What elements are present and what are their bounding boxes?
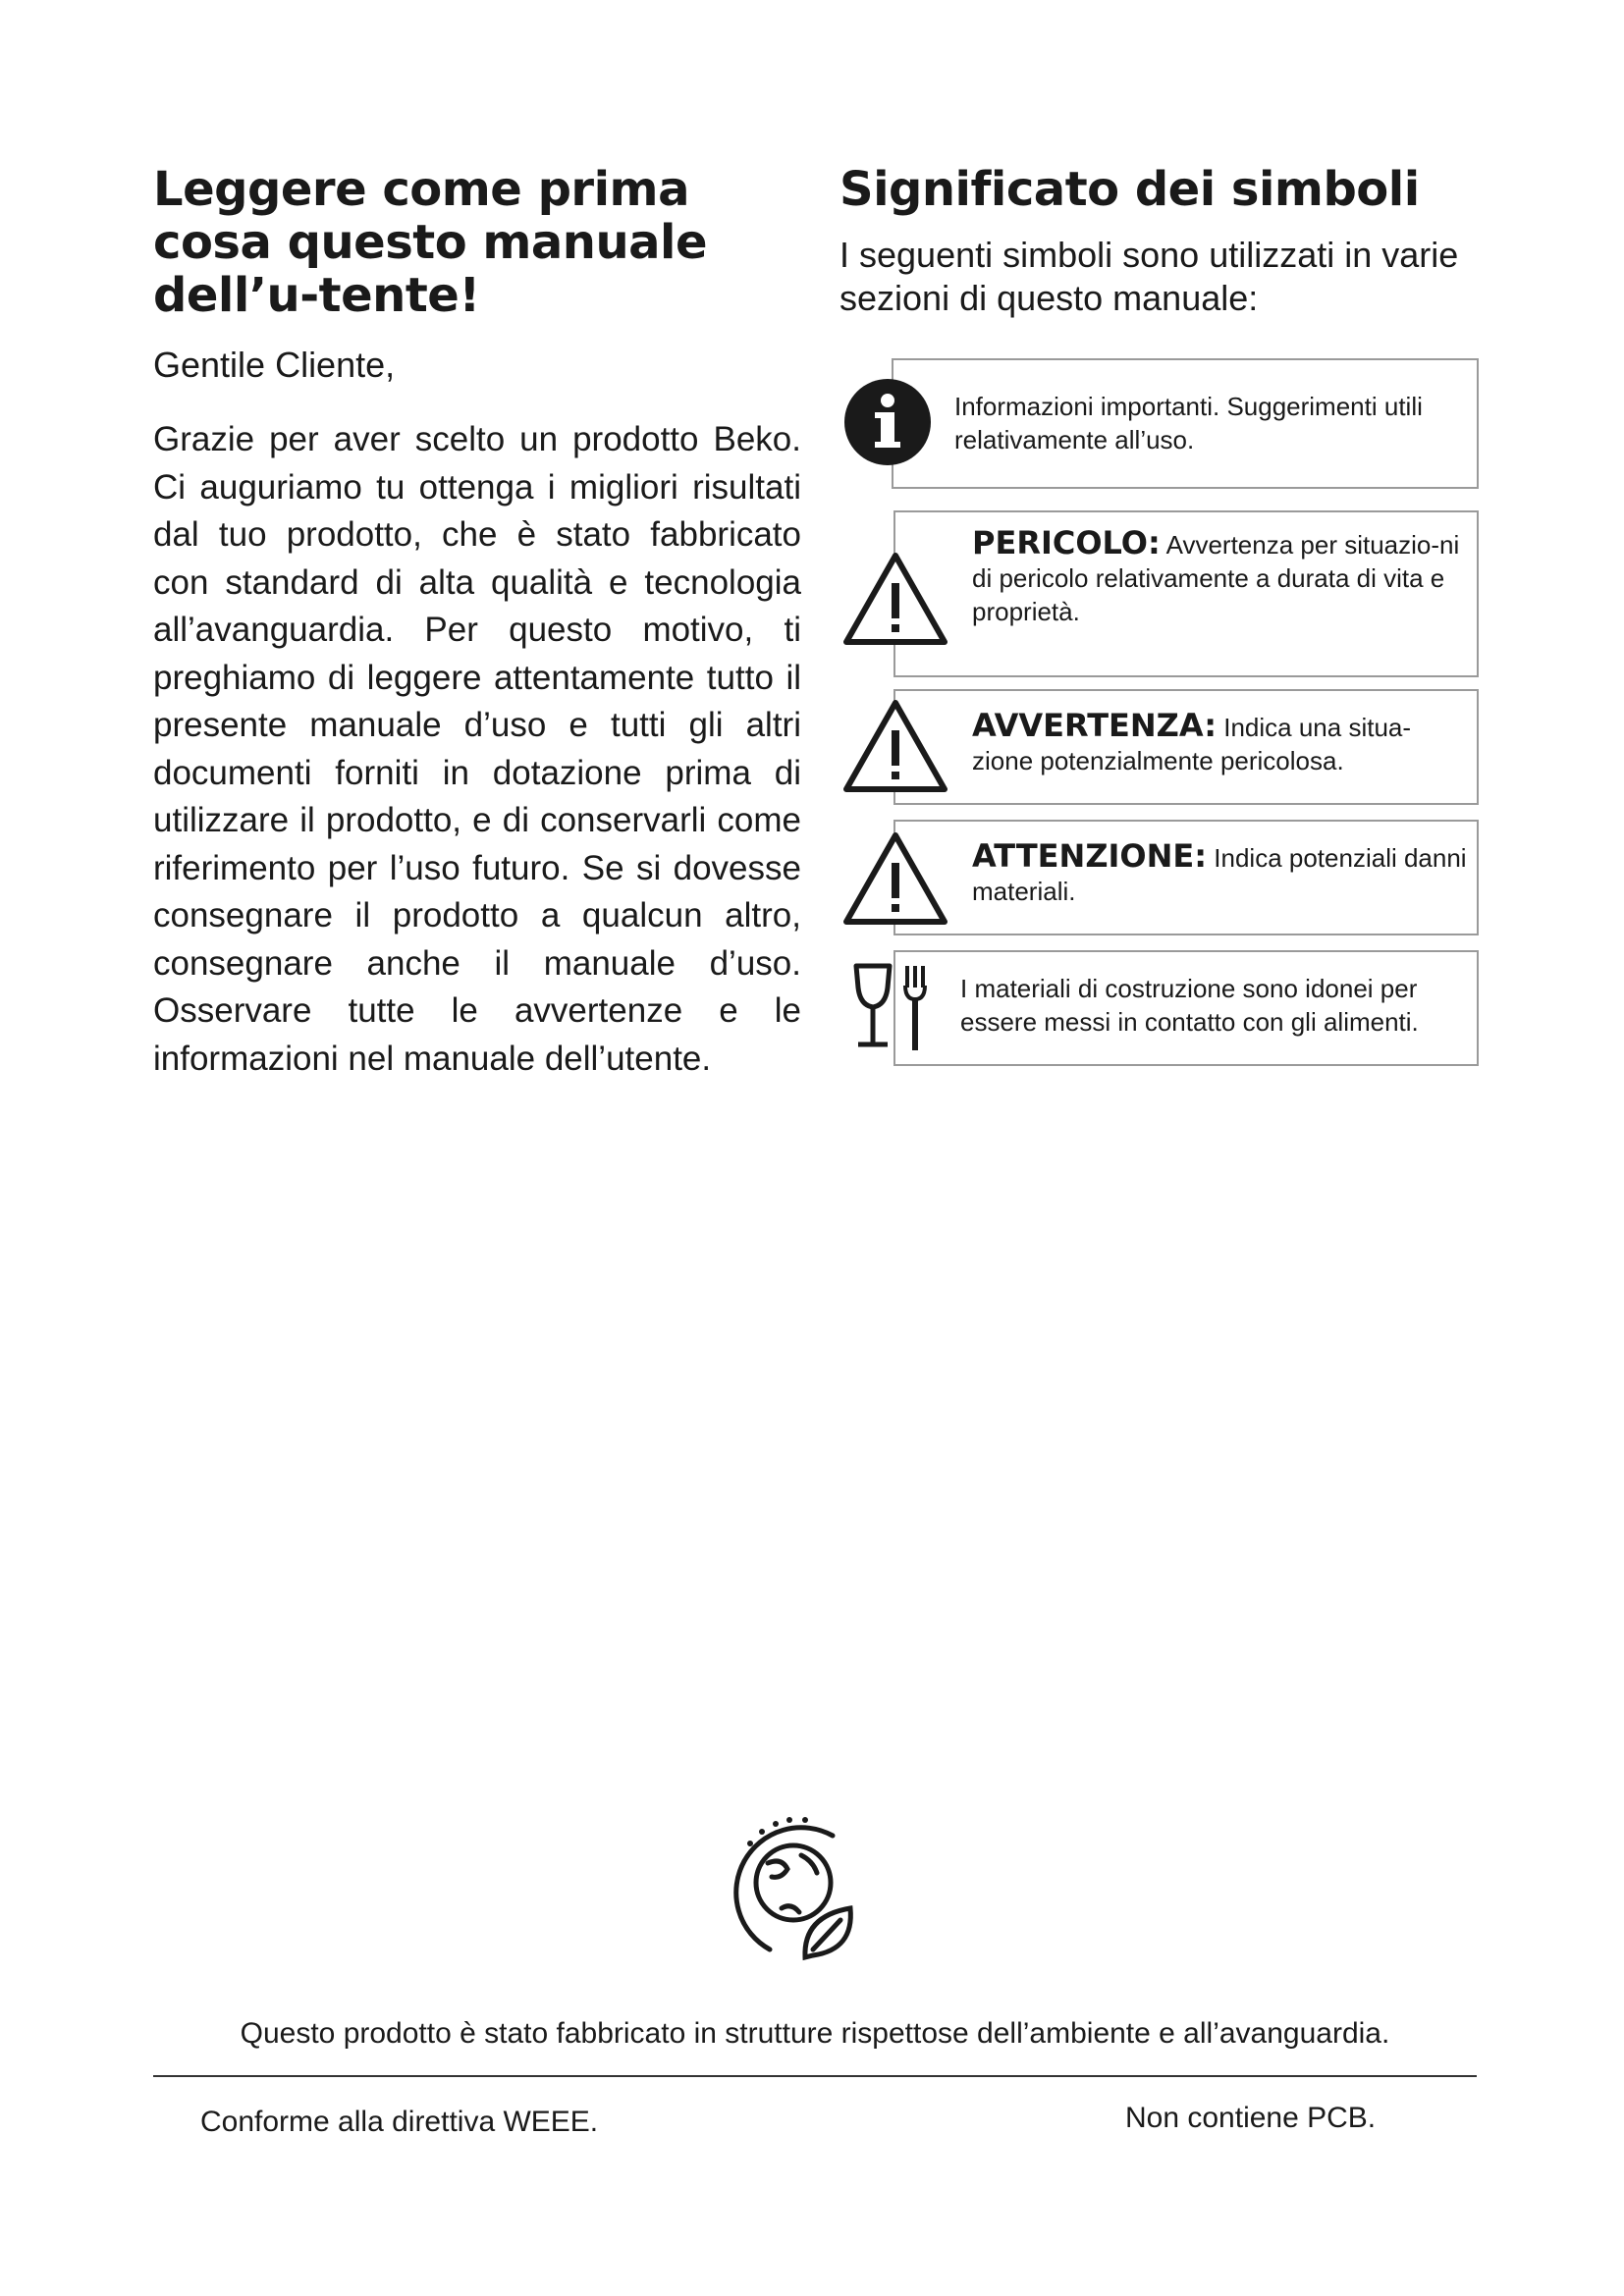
symbol-info-text: Informazioni importanti. Suggerimenti utili relativamente all’uso.: [954, 392, 1423, 454]
greeting: Gentile Cliente,: [153, 345, 396, 385]
danger-keyword: PERICOLO:: [972, 524, 1161, 561]
right-column: [839, 163, 1488, 320]
symbol-caution-text: [972, 839, 1468, 908]
warning-description: Indica una situa-zione potenzialmente pericolosa.: [972, 713, 1412, 775]
manual-title-text: Leggere come prima cosa questo manuale dell’u-tente!: [153, 162, 708, 323]
symbol-danger-text: [972, 526, 1468, 628]
warning-triangle-icon: [840, 697, 950, 795]
manual-title: [153, 163, 801, 322]
symbol-food-text: I materiali di costruzione sono idonei per essere messi in contatto con gli alimenti.: [960, 974, 1419, 1037]
warning-triangle-icon: [840, 829, 950, 928]
footer-divider: [153, 2075, 1477, 2077]
warning-keyword: AVVERTENZA:: [972, 707, 1218, 744]
symbols-title: Significato dei simboli: [839, 162, 1420, 217]
caution-keyword: ATTENZIONE:: [972, 837, 1208, 875]
globe-leaf-icon: [723, 1814, 864, 1961]
weee-compliance: Conforme alla direttiva WEEE.: [200, 2106, 599, 2138]
intro-paragraph: Grazie per aver scelto un prodotto Beko. Ci auguriamo tu ottenga i migliori risultati dal tuo prodotto, che è stato fabbricato con standard di alta qualità e tecnologia all’avanguardia. Per questo motivo, ti preghiamo di leggere attentamente tutto il presente manuale d’uso e tutti gli altri documenti forniti in dotazione prima di utilizzare il prodotto, e di conservarli come riferimento per l’uso futuro. Se si dovesse consegnare il prodotto a qualcun altro, consegnare anche il manuale d’uso. Osservare tutte le avvertenze e le informazioni nel manuale dell’utente.: [153, 420, 801, 1078]
eco-note: Questo prodotto è stato fabbricato in strutture rispettose dell’ambiente e all’avanguardia.: [240, 2017, 1390, 2050]
pcb-free-note: Non contiene PCB.: [1125, 2102, 1377, 2134]
symbols-intro: I seguenti simboli sono utilizzati in varie sezioni di questo manuale:: [839, 235, 1459, 318]
caution-description: Indica potenziali danni materiali.: [972, 843, 1467, 906]
symbol-warning-text: [972, 709, 1468, 777]
glass-fork-icon: [850, 960, 939, 1054]
left-column: [153, 163, 801, 1083]
info-icon: [842, 377, 933, 467]
warning-triangle-icon: [840, 550, 950, 648]
danger-description: Avvertenza per situazio-ni di pericolo relativamente a durata di vita e proprietà.: [972, 530, 1460, 626]
